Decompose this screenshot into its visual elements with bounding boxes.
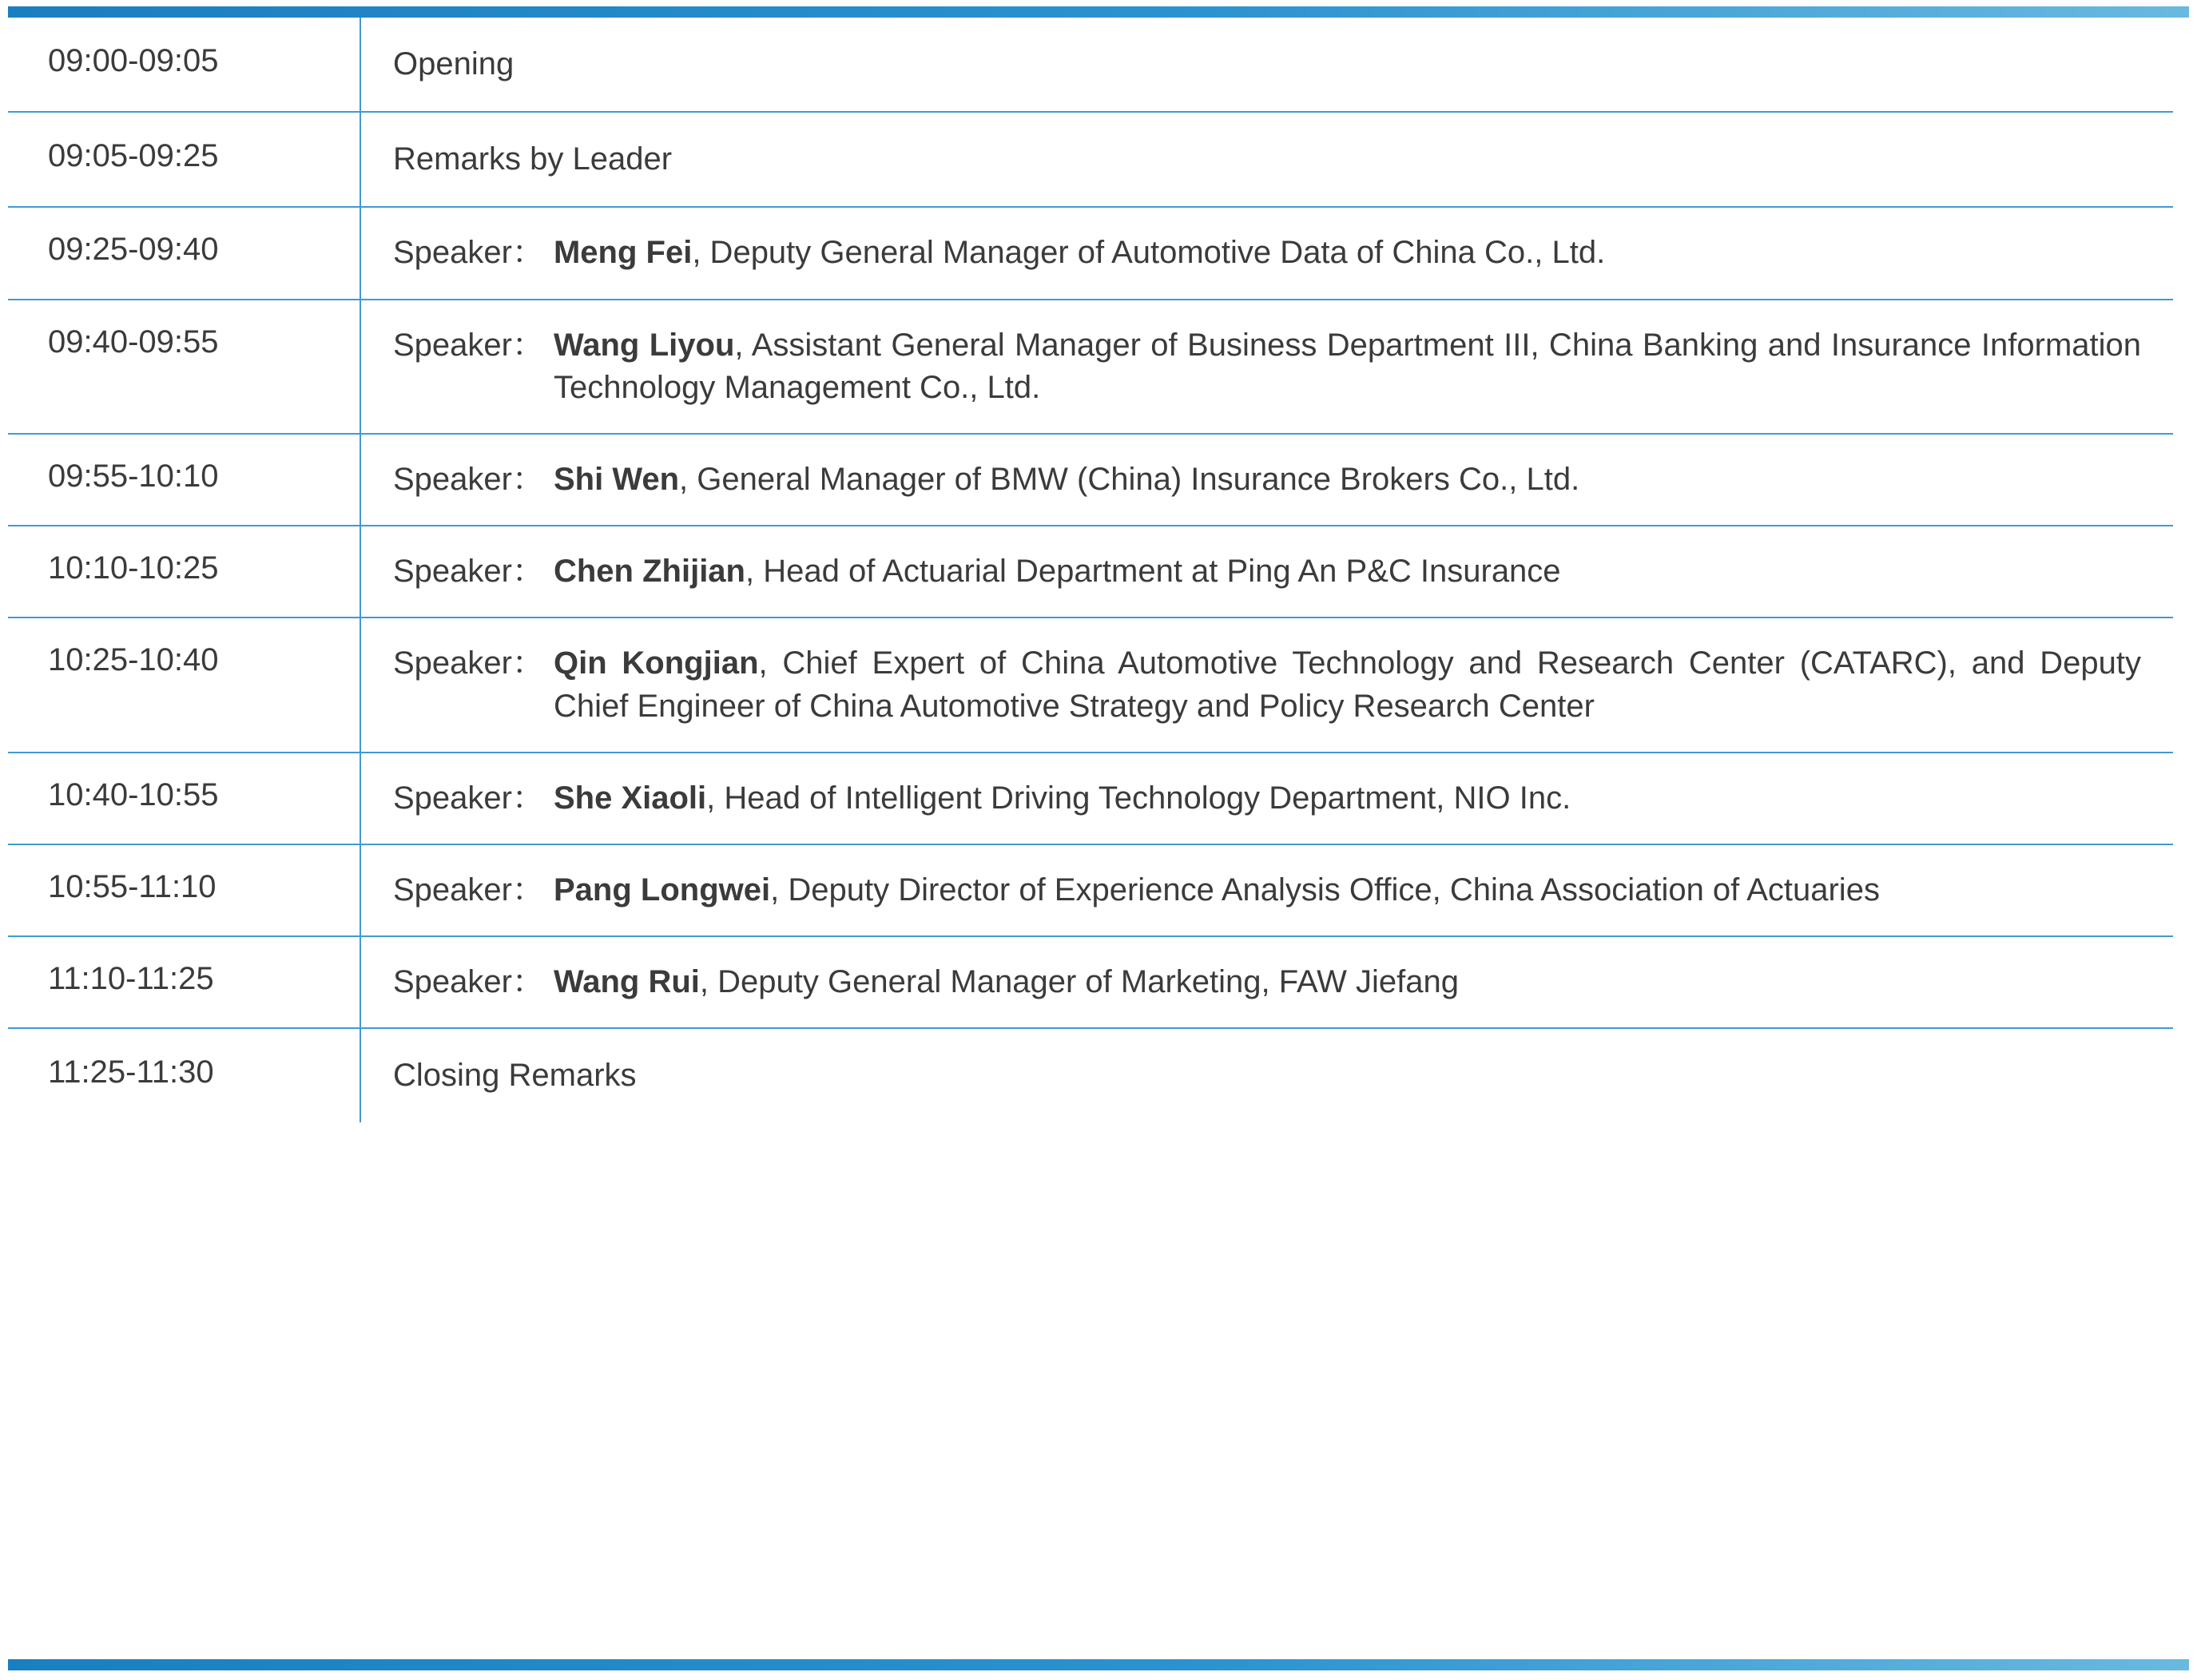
speaker-label: Speaker：	[393, 327, 544, 363]
speaker-name: She Xiaoli	[553, 780, 707, 816]
speaker-title: , Head of Actuarial Department at Ping An P&C Insurance	[745, 554, 1561, 590]
agenda-time-cell: 11:25-11:30	[8, 1028, 360, 1122]
agenda-time-cell: 09:05-09:25	[8, 112, 360, 207]
agenda-description-cell	[360, 618, 2173, 752]
agenda-speaker-line	[393, 869, 2141, 911]
agenda-time-cell: 10:55-11:10	[8, 844, 360, 936]
speaker-details	[554, 961, 2141, 1003]
agenda-time-cell: 10:25-10:40	[8, 618, 360, 752]
speaker-title: , Chief Expert of China Automotive Technology and Research Center (CATARC), and Deputy Chief Engineer of China Automotive Strategy and Policy Research Center	[553, 645, 2141, 724]
speaker-name: Chen Zhijian	[553, 554, 745, 590]
agenda-table	[8, 18, 2173, 1122]
speaker-name: Pang Longwei	[553, 872, 771, 908]
speaker-title: , Deputy Director of Experience Analysis Office, China Association of Actuaries	[770, 872, 1880, 908]
agenda-time-cell: 09:00-09:05	[8, 18, 360, 112]
speaker-details	[554, 550, 2141, 593]
agenda-row	[8, 434, 2173, 526]
agenda-session-title: Opening	[393, 46, 514, 81]
agenda-description-cell	[360, 936, 2173, 1028]
speaker-details	[554, 324, 2141, 409]
speaker-title: , Assistant General Manager of Business Department III, China Banking and Insurance Information Technology Management Co., Ltd.	[553, 327, 2142, 405]
agenda-row	[8, 207, 2173, 299]
top-divider-rule	[8, 6, 2189, 18]
speaker-name: Wang Liyou	[553, 327, 735, 363]
speaker-label: Speaker：	[393, 964, 544, 1000]
agenda-description-cell	[360, 844, 2173, 936]
agenda-time-cell: 09:55-10:10	[8, 434, 360, 526]
agenda-time-cell: 10:10-10:25	[8, 526, 360, 618]
agenda-time-cell: 09:25-09:40	[8, 207, 360, 299]
agenda-row	[8, 112, 2173, 207]
agenda-speaker-line	[393, 232, 2141, 274]
agenda-description-cell	[360, 434, 2173, 526]
speaker-label: Speaker：	[393, 235, 544, 271]
speaker-name: Meng Fei	[553, 235, 693, 271]
agenda-description-cell	[360, 1028, 2173, 1122]
agenda-speaker-line	[393, 324, 2141, 409]
agenda-session-title: Remarks by Leader	[393, 141, 673, 177]
speaker-details	[554, 777, 2141, 820]
agenda-row	[8, 1028, 2173, 1122]
bottom-divider-rule	[8, 1659, 2189, 1670]
agenda-speaker-line	[393, 550, 2141, 593]
speaker-name: Wang Rui	[553, 964, 700, 1000]
speaker-title: , Deputy General Manager of Automotive Data of China Co., Ltd.	[692, 235, 1606, 271]
agenda-table-body	[8, 18, 2173, 1122]
agenda-speaker-line	[393, 459, 2141, 501]
agenda-row	[8, 300, 2173, 434]
speaker-title: , Deputy General Manager of Marketing, FAW Jiefang	[699, 964, 1459, 1000]
agenda-description-cell	[360, 753, 2173, 844]
speaker-title: , Head of Intelligent Driving Technology Department, NIO Inc.	[706, 780, 1571, 816]
speaker-title: , General Manager of BMW (China) Insurance Brokers Co., Ltd.	[679, 461, 1580, 497]
agenda-page	[0, 6, 2197, 1680]
agenda-description-cell	[360, 112, 2173, 207]
agenda-row	[8, 18, 2173, 112]
agenda-description-cell	[360, 18, 2173, 112]
speaker-label: Speaker：	[393, 872, 544, 908]
speaker-details	[554, 869, 2141, 911]
speaker-name: Shi Wen	[553, 461, 680, 497]
agenda-time-cell: 10:40-10:55	[8, 753, 360, 844]
agenda-time-cell: 11:10-11:25	[8, 936, 360, 1028]
agenda-row	[8, 526, 2173, 618]
speaker-details	[554, 642, 2141, 727]
speaker-label: Speaker：	[393, 780, 544, 816]
agenda-speaker-line	[393, 642, 2141, 727]
agenda-row	[8, 844, 2173, 936]
speaker-details	[554, 232, 2141, 274]
speaker-label: Speaker：	[393, 645, 544, 681]
agenda-description-cell	[360, 526, 2173, 618]
agenda-row	[8, 618, 2173, 752]
speaker-name: Qin Kongjian	[553, 645, 759, 681]
speaker-label: Speaker：	[393, 461, 544, 497]
agenda-speaker-line	[393, 777, 2141, 820]
agenda-time-cell: 09:40-09:55	[8, 300, 360, 434]
speaker-label: Speaker：	[393, 554, 544, 590]
agenda-row	[8, 753, 2173, 844]
agenda-description-cell	[360, 300, 2173, 434]
speaker-details	[554, 459, 2141, 501]
agenda-description-cell	[360, 207, 2173, 299]
agenda-speaker-line	[393, 961, 2141, 1003]
agenda-row	[8, 936, 2173, 1028]
agenda-session-title: Closing Remarks	[393, 1058, 637, 1094]
